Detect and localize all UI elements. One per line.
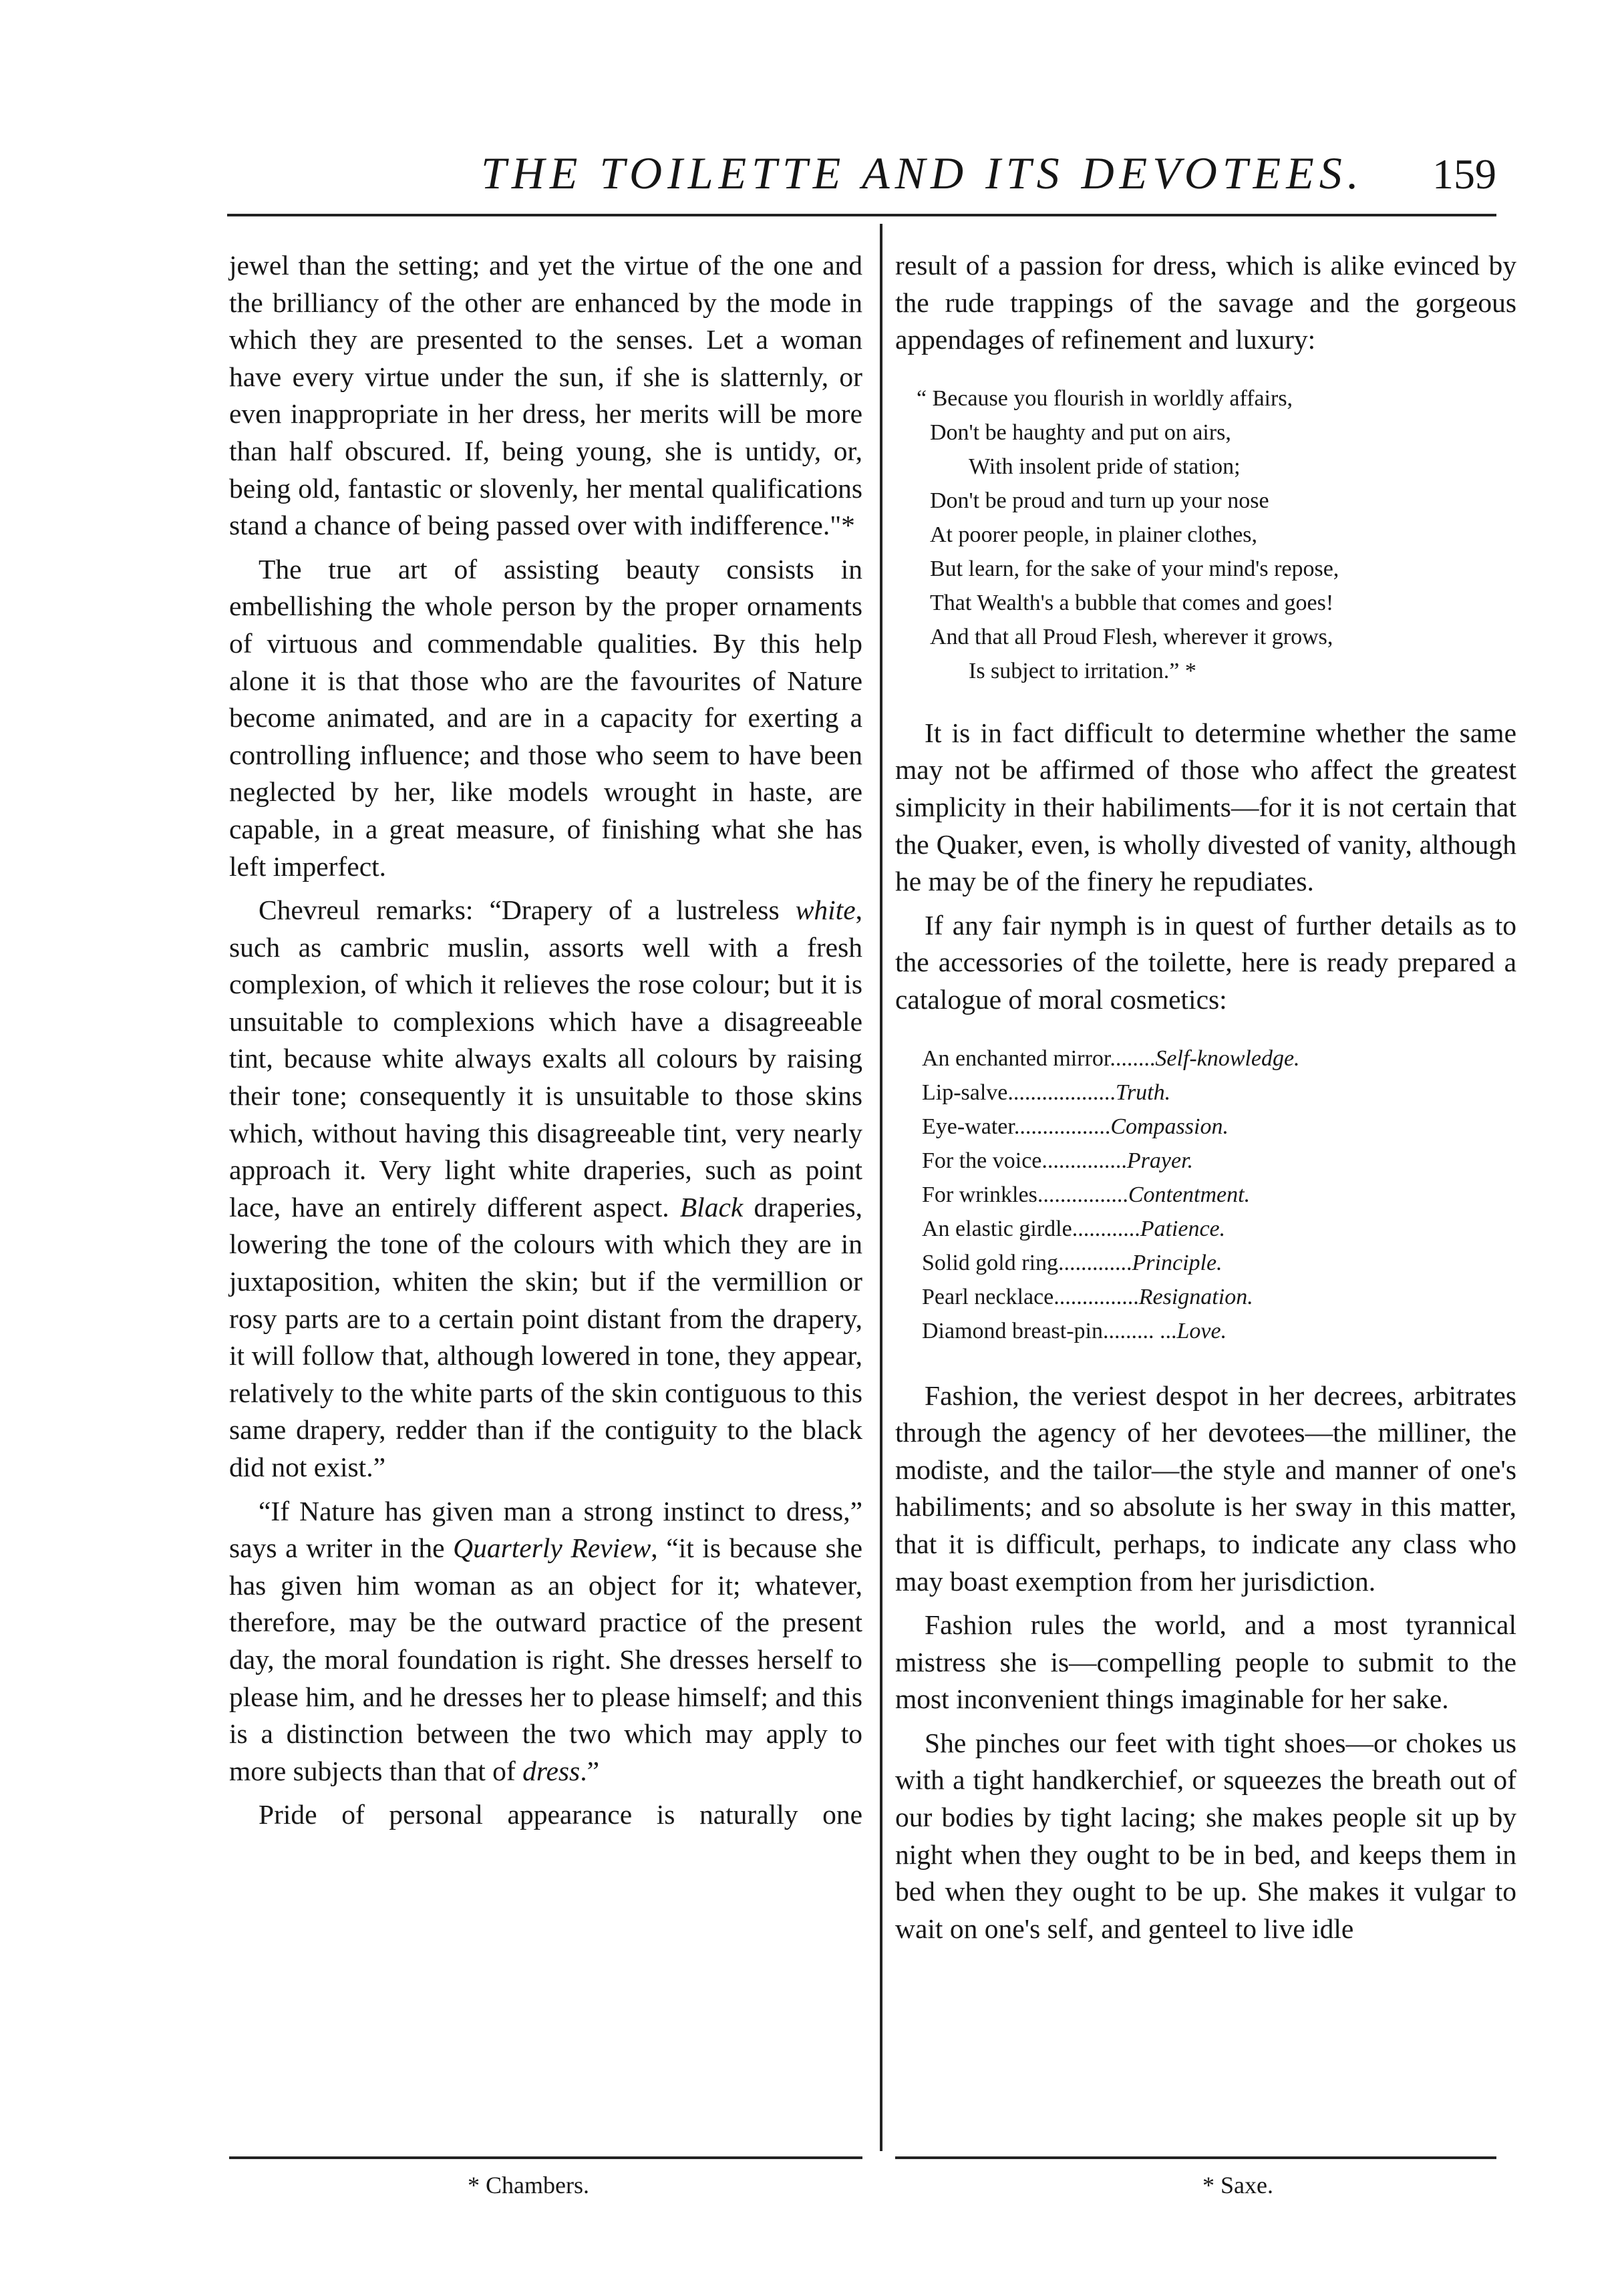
italic-word-white: white (795, 895, 856, 926)
poem-line: “ Because you flourish in worldly affairs, (917, 385, 1293, 411)
leader-dots: ........ (1110, 1045, 1156, 1071)
text-span: Chevreul remarks: “Drapery of a lustreless (259, 895, 796, 926)
paragraph-quaker: It is in fact difficult to determine whether the same may not be affirmed of those who affect the greatest simplicity in their habiliments—for it is not certain that the Quaker, even, is wholly divested of vanity, although he may be of the finery he repudiates. (895, 717, 1516, 897)
leader-dots: ............... (1053, 1284, 1139, 1309)
catalogue-row (922, 1314, 1516, 1348)
text-span: .” (580, 1755, 599, 1786)
catalogue-item: Eye-water (922, 1114, 1014, 1139)
catalogue-row (922, 1246, 1516, 1280)
catalogue-row (922, 1280, 1516, 1314)
paragraph-art-of-beauty: The true art of assisting beauty consists in embellishing the whole person by the proper ornaments of virtuous and commendable qualities. By this help alone it is that those who are the favourites of Nature become animated, and are in a capacity for exerting a controlling influence; and those who seem to have been neglected by her, like models wrought in haste, are capable, in a great measure, of finishing what she has left imperfect. (229, 553, 862, 882)
poem-block (917, 381, 1516, 688)
catalogue-item: Pearl necklace (922, 1284, 1054, 1309)
catalogue-virtue: Self-knowledge. (1155, 1045, 1300, 1071)
catalogue-virtue: Prayer. (1126, 1148, 1194, 1173)
paragraph-continued: jewel than the setting; and yet the virtue of the one and the brilliancy of the other are enhanced by the mode in which they are presented to the senses. Let a woman have every virtue under the sun, if she is slatternly, or even inappropriate in her dress, her merits will be more than half obscured. If, being young, she is untidy, or, being old, fantastic or slovenly, her mental qualifications stand a chance of being passed over with indifference."* (229, 250, 862, 541)
catalogue-item: For the voice (922, 1148, 1042, 1173)
leader-dots: ............ (1072, 1216, 1140, 1241)
footnote-saxe: * Saxe. (1202, 2172, 1273, 2199)
catalogue-item: Solid gold ring (922, 1250, 1059, 1275)
right-column (895, 247, 1516, 1947)
poem-line: Is subject to irritation.” * (969, 658, 1196, 683)
italic-quarterly-review: Quarterly Review (453, 1532, 651, 1564)
poem-line: At poorer people, in plainer clothes, (930, 522, 1258, 547)
leader-dots: ............. (1058, 1250, 1132, 1275)
leader-dots: ................. (1013, 1114, 1111, 1139)
catalogue-virtue: Compassion. (1110, 1114, 1229, 1139)
leader-dots: ......... ... (1103, 1318, 1177, 1343)
catalogue-virtue: Patience. (1140, 1216, 1226, 1241)
poem-line: Don't be proud and turn up your nose (930, 488, 1269, 513)
catalogue-row (922, 1110, 1516, 1144)
paragraph-fair-nymph: If any fair nymph is in quest of further details as to the accessories of the toilette, here is ready prepared a catalogue of moral cosmetics: (895, 909, 1516, 1015)
catalogue-row (922, 1041, 1516, 1076)
catalogue-row (922, 1076, 1516, 1110)
footnote-rule-right (895, 2156, 1496, 2159)
catalogue-virtue: Contentment. (1128, 1182, 1251, 1207)
paragraph-fashion-rules: Fashion rules the world, and a most tyrannical mistress she is—compelling people to submit to the most inconvenient things imaginable for her sake. (895, 1609, 1516, 1715)
catalogue-item: Lip-salve (922, 1080, 1008, 1105)
catalogue-virtue: Resignation. (1138, 1284, 1253, 1309)
catalogue-virtue: Truth. (1115, 1080, 1171, 1105)
catalogue-row (922, 1144, 1516, 1178)
poem-line: That Wealth's a bubble that comes and goes! (930, 590, 1334, 615)
catalogue-item: An elastic girdle (922, 1216, 1072, 1241)
leader-dots: ............... (1041, 1148, 1127, 1173)
poem-line: But learn, for the sake of your mind's repose, (930, 556, 1339, 581)
text-span: , “it is because she has given him woman as an object for it; whatever, therefore, may be the outward practice of the present day, the moral foundation is right. She dresses herself to please him, and he dresses her to please himself; and this is a distinction between the two which may apply to more subjects than that of (229, 1532, 862, 1786)
paragraph-fashion-despot: Fashion, the veriest despot in her decrees, arbitrates through the agency of her devotees—the milliner, the modiste, and the tailor—the style and manner of one's habiliments; and so absolute is her sway in this matter, that it is difficult, perhaps, to indicate any class who may boast exemption from her jurisdiction. (895, 1380, 1516, 1597)
paragraph-chevreul (229, 892, 862, 1486)
left-column (229, 247, 862, 1834)
paragraph-continued-right: result of a passion for dress, which is alike evinced by the rude trappings of the savage and the gorgeous appendages of refinement and luxury: (895, 250, 1516, 355)
italic-word-black: Black (679, 1191, 744, 1223)
cosmetics-catalogue (922, 1041, 1516, 1348)
column-divider (880, 224, 882, 2151)
paragraph-quarterly-review (229, 1493, 862, 1790)
leader-dots: ................ (1037, 1182, 1128, 1207)
italic-word-dress: dress (522, 1755, 581, 1786)
running-title: THE TOILETTE AND ITS DEVOTEES. (481, 148, 1364, 198)
catalogue-row (922, 1178, 1516, 1212)
poem-line: With insolent pride of station; (969, 454, 1241, 479)
page-header (227, 134, 1496, 207)
catalogue-virtue: Love. (1176, 1318, 1227, 1343)
poem-line: Don't be haughty and put on airs, (930, 420, 1231, 445)
footnote-rule-left (229, 2156, 862, 2159)
catalogue-virtue: Principle. (1132, 1250, 1223, 1275)
footnote-chambers: * Chambers. (468, 2172, 589, 2199)
text-span: “If Nature has given man a strong instinct to dress,” says a writer in the (229, 1495, 862, 1564)
text-span: , such as cambric muslin, assorts well with a fresh complexion, of which it relieves the rose colour; but it is unsuitable to complexions which have a disagreeable tint, because white always exalts all colours by raising their tone; consequently it is unsuitable to those skins which, without having this disagreeable tint, very nearly approach it. Very light white draperies, such as point lace, have an entirely different aspect. (229, 895, 862, 1223)
leader-dots: ................... (1007, 1080, 1116, 1105)
catalogue-row (922, 1212, 1516, 1246)
catalogue-item: An enchanted mirror (922, 1045, 1110, 1071)
page-number: 159 (1432, 150, 1496, 198)
paragraph-pinches: She pinches our feet with tight shoes—or chokes us with a tight handkerchief, or squeezes the breath out of our bodies by tight lacing; she makes people sit up by night when they ought to be in bed, and keeps them in bed when they ought to be up. She makes it vulgar to wait on one's self, and genteel to live idle (895, 1727, 1516, 1944)
text-span: draperies, lowering the tone of the colours with which they are in juxtaposition, whiten the skin; but if the vermillion or rosy parts are to a certain point distant from the drapery, it will follow that, although lowered in tone, they appear, relatively to the white parts of the skin contiguous to this same drapery, redder than if the contiguity to the black did not exist.” (229, 1191, 862, 1482)
poem-line: And that all Proud Flesh, wherever it grows, (930, 624, 1333, 649)
header-rule (227, 214, 1496, 216)
catalogue-item: For wrinkles (922, 1182, 1037, 1207)
paragraph-pride: Pride of personal appearance is naturally one (259, 1799, 862, 1830)
catalogue-item: Diamond breast-pin (922, 1318, 1103, 1343)
